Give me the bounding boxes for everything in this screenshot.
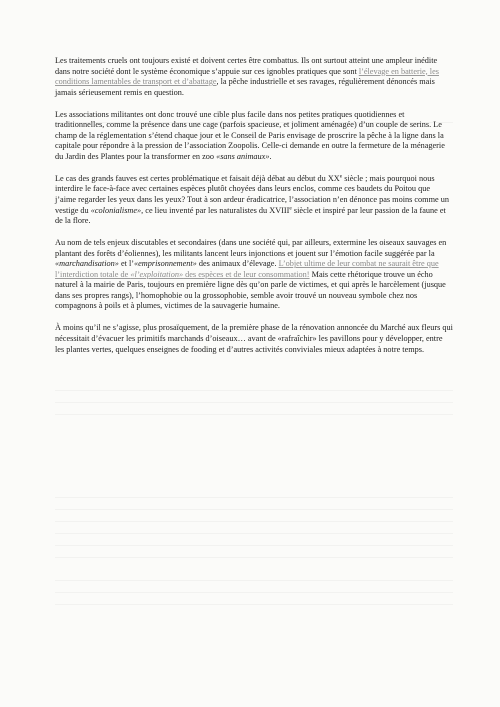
paragraph-3 (55, 174, 453, 227)
paragraph-text: Mais cette rhétorique trouve un écho naturel à la mairie de Paris, toujours en première ligne dès qu’on parle de victimes, et qui après le harcèlement (jusque dans ses propres rangs), l’homophobie ou la grossophobie, semble avoir trouvé un nouveau symbole chez nos compagnons à poils et à plumes, victimes de la sauvagerie humaine. (55, 269, 446, 311)
paragraph-text: des animaux d’élevage. (196, 259, 279, 269)
paragraph-text: À moins qu’il ne s’agisse, plus prosaïquement, de la première phase de la rénovation annoncée du Marché aux fleurs qui nécessitait d’évacuer les primitifs marchands d’oiseaux… avant de «rafraîchir» les pavillons pour y développer, entre les plantes vertes, quelques enseignes de fooding et d’autres activités conviviales mieux adaptées à notre temps. (55, 323, 453, 354)
superscript: e (289, 204, 292, 211)
show-through-line (55, 509, 453, 510)
show-through-line (55, 545, 453, 546)
show-through-line (55, 533, 453, 534)
paragraph-text: siècle et inspiré par leur passion de la faune et de la flore. (55, 205, 446, 226)
show-through-line (55, 592, 453, 593)
paragraph-5 (55, 323, 453, 355)
paragraph-text: Les traitements cruels ont toujours existé et doivent certes être combattus. Ils ont surtout atteint une ampleur inédite dans notre société dont le système économique s’appuie sur ces ignobles pratiques que sont (55, 56, 438, 76)
show-through-line (55, 402, 453, 403)
show-through-line (55, 497, 453, 498)
document-body (55, 56, 453, 367)
paragraph-text: , la pêche industrielle et ses ravages, régulièrement dénoncés mais jamais sérieusement remis en question. (55, 77, 435, 97)
superscript: e (339, 173, 343, 180)
paragraph-text: , ce lieu inventé par les naturalistes du XVIII (141, 205, 290, 215)
emphasis-text: «sans animaux» (216, 151, 270, 161)
link-text[interactable]: L’objet ultime de leur combat ne saurait être que l’interdiction totale de (55, 259, 439, 279)
show-through-line (55, 414, 453, 415)
show-through-line (55, 580, 453, 581)
show-through-line (55, 557, 453, 558)
link-text-italic[interactable]: «l’exploitation» (130, 269, 184, 279)
show-through-line (55, 521, 453, 522)
emphasis-text: «colonialisme» (90, 205, 142, 215)
paragraph-text: et l’ (118, 259, 134, 269)
paragraph-text: . (269, 151, 272, 161)
paragraph-text: Au nom de tels enjeux discutables et secondaires (dans une société qui, par ailleurs, extermine les oiseaux sauvages en plantant des forêts d’éoliennes), les militants lancent leurs injonctions et jouent sur l’émotion facile suggérée par la (55, 238, 447, 258)
emphasis-text: «emprisonnement» (134, 259, 197, 269)
paragraph-text: siècle ; mais pourquoi nous interdire le face-à-face avec certaines espèces plutôt choyées dans leurs enclos, comme ces baudets du Poitou que j’aime regarder les yeux dans les yeux? Tout à son ardeur éradicatrice, l’association n’en dénonce pas moins comme un vestige du (55, 173, 449, 215)
paragraph-text: Le cas des grands fauves est certes problématique et faisait déjà débat au début du XX (55, 173, 340, 183)
emphasis-text: «marchandisation» (55, 259, 119, 269)
show-through-line (55, 390, 453, 391)
paragraph-text: Les associations militantes ont donc trouvé une cible plus facile dans nos petites pratiques quotidiennes et traditionnelles, comme la présence dans une cage (parfois spacieuse, et joliment aménagée) d’un couple de serins. Le champ de la réglementation s’étend chaque jour et le Conseil de Paris envisage de proscrire la pêche à la ligne dans la capitale pour répondre à la pression de l’association Zoopolis. Celle-ci demande en outre la fermeture de la ménagerie du Jardin des Plantes pour la transformer en zoo (55, 109, 445, 161)
link-elevage[interactable]: l’élevage en batterie, les conditions lamentables de transport et d’abattage (55, 66, 439, 87)
show-through-line (55, 604, 453, 605)
link-text[interactable]: des espèces et de leur consommation! (183, 269, 310, 279)
paragraph-2 (55, 110, 453, 163)
paragraph-1 (55, 56, 453, 98)
paragraph-4 (55, 238, 453, 312)
